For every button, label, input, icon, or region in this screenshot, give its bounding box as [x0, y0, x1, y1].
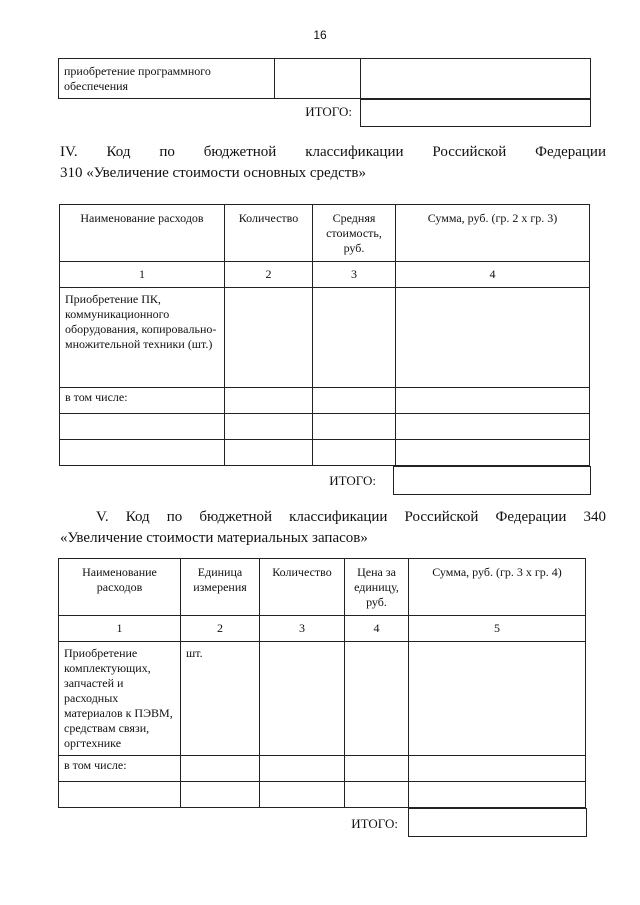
column-header: Сумма, руб. (гр. 3 x гр. 4)	[409, 559, 586, 616]
table-cell	[59, 59, 275, 99]
section-4-table	[59, 204, 590, 466]
column-header: Сумма, руб. (гр. 2 x гр. 3)	[396, 205, 590, 262]
row-including-label: в том числе:	[59, 756, 181, 782]
heading-word: 340	[583, 509, 606, 525]
table-cell	[345, 642, 409, 756]
table-cell	[260, 782, 345, 808]
heading-word: по	[159, 144, 175, 160]
column-number: 5	[409, 616, 586, 642]
section-5-heading-line2: «Увеличение стоимости материальных запасов»	[60, 530, 368, 546]
table-cell	[313, 388, 396, 414]
table-cell	[225, 388, 313, 414]
table-cell	[396, 388, 590, 414]
heading-word: Российской	[432, 144, 507, 160]
section-4-total-box	[393, 466, 591, 495]
column-header: Средняя стоимость, руб.	[313, 205, 396, 262]
table-cell	[260, 756, 345, 782]
column-header: Единица измерения	[181, 559, 260, 616]
column-number: 4	[396, 262, 590, 288]
section-5-heading	[60, 507, 606, 549]
table-cell	[396, 288, 590, 388]
table-cell	[345, 756, 409, 782]
column-header: Количество	[260, 559, 345, 616]
heading-word: классификации	[289, 509, 388, 525]
heading-word: IV.	[60, 144, 78, 160]
column-header: Наименование расходов	[60, 205, 225, 262]
top-total-box	[360, 99, 591, 127]
table-cell	[225, 414, 313, 440]
table-cell	[396, 414, 590, 440]
heading-word: Федерации	[495, 509, 567, 525]
column-header: Цена за единицу, руб.	[345, 559, 409, 616]
table-cell	[409, 642, 586, 756]
top-table	[58, 58, 591, 99]
heading-word: Код	[125, 509, 150, 525]
column-number: 3	[260, 616, 345, 642]
table-cell	[313, 440, 396, 466]
table-cell	[409, 756, 586, 782]
table-cell	[225, 440, 313, 466]
table-cell	[225, 288, 313, 388]
table-cell	[345, 782, 409, 808]
top-total-label: ИТОГО:	[305, 104, 352, 119]
section-4-heading	[60, 142, 606, 184]
table-cell	[409, 782, 586, 808]
row-item-label: Приобретение комплектующих, запчастей и расходных материалов к ПЭВМ, средствам связи, оргтехнике	[59, 642, 181, 756]
table-cell	[260, 642, 345, 756]
table-cell	[60, 440, 225, 466]
heading-word: Код	[106, 144, 131, 160]
table-cell	[396, 440, 590, 466]
row-label: приобретение программного обеспечения	[64, 63, 211, 93]
section-4-total-label: ИТОГО:	[329, 473, 376, 488]
table-cell	[361, 59, 591, 99]
column-number: 2	[181, 616, 260, 642]
table-cell	[313, 414, 396, 440]
heading-word: по	[166, 509, 183, 525]
heading-word: бюджетной	[199, 509, 273, 525]
heading-word: V.	[96, 509, 109, 525]
section-5-heading-line1	[60, 507, 606, 528]
table-cell	[181, 782, 260, 808]
row-item-label: Приобретение ПК, коммуникационного оборудования, копировально-множительной техники (шт.)	[60, 288, 225, 388]
row-item-unit: шт.	[181, 642, 260, 756]
table-cell	[59, 782, 181, 808]
table-cell	[313, 288, 396, 388]
heading-word: классификации	[305, 144, 404, 160]
heading-word: Российской	[404, 509, 479, 525]
table-cell	[181, 756, 260, 782]
table-cell	[60, 414, 225, 440]
section-5-total-label: ИТОГО:	[351, 816, 398, 831]
section-5-table	[58, 558, 586, 808]
section-4-heading-line1	[60, 142, 606, 163]
column-header: Наименование расходов	[59, 559, 181, 616]
table-cell	[275, 59, 361, 99]
column-number: 1	[60, 262, 225, 288]
column-number: 2	[225, 262, 313, 288]
row-including-label: в том числе:	[60, 388, 225, 414]
section-4-heading-line2: 310 «Увеличение стоимости основных средств»	[60, 165, 366, 181]
column-number: 1	[59, 616, 181, 642]
heading-word: Федерации	[535, 144, 606, 160]
column-header: Количество	[225, 205, 313, 262]
heading-word: бюджетной	[203, 144, 277, 160]
section-5-total-box	[408, 808, 587, 837]
column-number: 4	[345, 616, 409, 642]
column-number: 3	[313, 262, 396, 288]
page-number: 16	[313, 28, 327, 42]
